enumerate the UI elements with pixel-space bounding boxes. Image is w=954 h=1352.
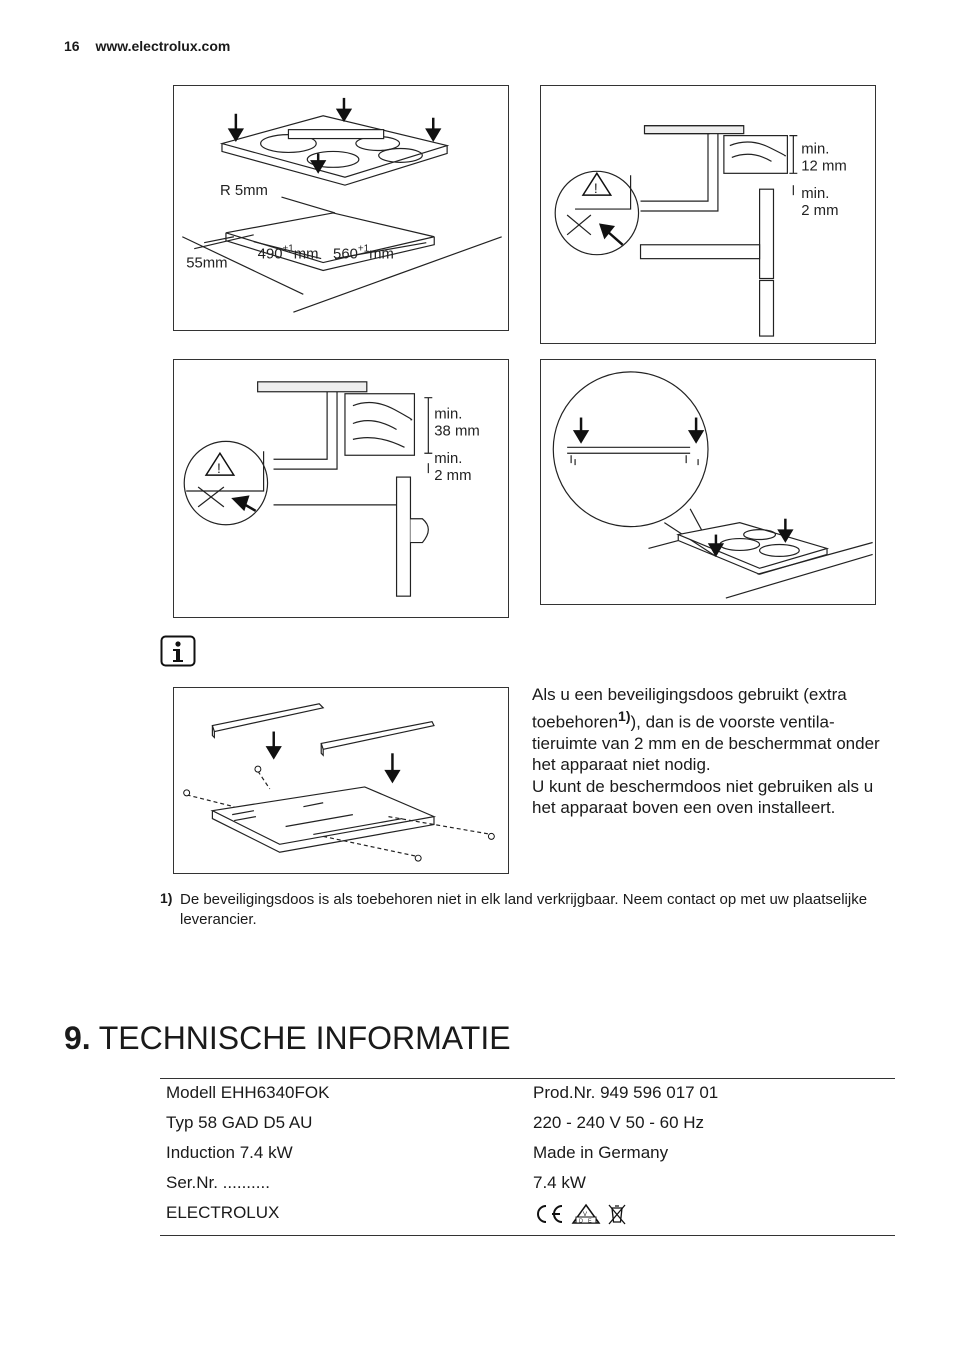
figure-cutout-dimensions <box>173 85 509 331</box>
min-2-label-1: min. <box>801 186 830 203</box>
figure-hob-installation <box>540 359 876 605</box>
svg-text:E: E <box>588 1218 592 1225</box>
hob-installation-diagram <box>541 360 875 604</box>
footnote <box>160 890 890 930</box>
footnote-mark: 1) <box>160 890 173 906</box>
width-label: $490^{+1}mm$ <box>257 243 319 263</box>
page-header <box>64 38 230 54</box>
website-url: www.electrolux.com <box>95 38 231 54</box>
table-row <box>160 1139 895 1169</box>
table-row <box>160 1199 895 1236</box>
info-text-part2: ), dan is de voorste ventilatieruimte van 2 mm en de beschermmat onder het apparaat niet nodig. <box>532 712 880 775</box>
protection-box-diagram <box>174 688 508 873</box>
ce-mark-icon <box>533 1203 565 1225</box>
cutout-diagram <box>174 86 508 330</box>
min-2b-label-2: 2 mm <box>434 468 472 485</box>
svg-text:D: D <box>579 1218 583 1225</box>
figure-protection-box <box>173 687 509 874</box>
table-cell: ELECTROLUX <box>166 1203 280 1222</box>
info-text-part1: Als u een beveiligingsdoos gebruikt (extra toebehoren <box>532 685 847 732</box>
worktop-12mm-diagram <box>541 86 875 343</box>
svg-text:V: V <box>583 1212 588 1218</box>
certification-marks <box>527 1199 895 1236</box>
section-title <box>64 1020 511 1057</box>
table-cell: Induction 7.4 kW <box>166 1143 293 1162</box>
info-icon <box>160 635 196 667</box>
table-cell: 7.4 kW <box>533 1173 586 1192</box>
table-cell: Made in Germany <box>533 1143 669 1162</box>
footnote-ref: 1) <box>618 707 631 724</box>
section-number: 9. <box>64 1020 91 1056</box>
depth-label: 55mm <box>186 255 228 272</box>
section-title-text: TECHNISCHE INFORMATIE <box>98 1020 511 1056</box>
technical-info-table <box>160 1078 895 1236</box>
table-row <box>160 1109 895 1139</box>
footnote-text: De beveiligingsdoos is als toebehoren niet in elk land verkrijgbaar. Neem contact op met uw plaatselijke leverancier. <box>180 891 868 928</box>
vde-mark-icon <box>571 1203 601 1225</box>
min-38-label-2: 38 mm <box>434 423 480 440</box>
svg-text:!: ! <box>593 180 598 197</box>
weee-bin-icon <box>607 1203 627 1225</box>
figure-worktop-min-12mm <box>540 85 876 344</box>
table-row <box>160 1169 895 1199</box>
info-text-part3: U kunt de beschermdoos niet gebruiken als u het apparaat boven een oven installeert. <box>532 776 874 818</box>
min-12-label-2: 12 mm <box>801 158 847 175</box>
length-label: $560^{+1}mm$ <box>333 243 394 263</box>
svg-text:!: ! <box>216 460 221 477</box>
worktop-38mm-diagram <box>174 360 508 617</box>
protection-box-info-text <box>532 684 892 819</box>
table-cell: Typ 58 GAD D5 AU <box>166 1113 313 1132</box>
page-number: 16 <box>64 38 80 54</box>
figure-worktop-min-38mm <box>173 359 509 618</box>
min-2b-label-1: min. <box>434 451 463 468</box>
table-cell: 220 - 240 V 50 - 60 Hz <box>533 1113 705 1132</box>
table-row <box>160 1079 895 1110</box>
radius-label: R 5mm <box>219 183 268 200</box>
min-38-label-1: min. <box>434 406 463 423</box>
table-cell: Prod.Nr. 949 596 017 01 <box>533 1083 719 1102</box>
min-2-label-2: 2 mm <box>801 202 839 219</box>
min-12-label-1: min. <box>801 141 830 158</box>
table-cell: Modell EHH6340FOK <box>166 1083 330 1102</box>
table-cell: Ser.Nr. .......... <box>166 1173 270 1192</box>
